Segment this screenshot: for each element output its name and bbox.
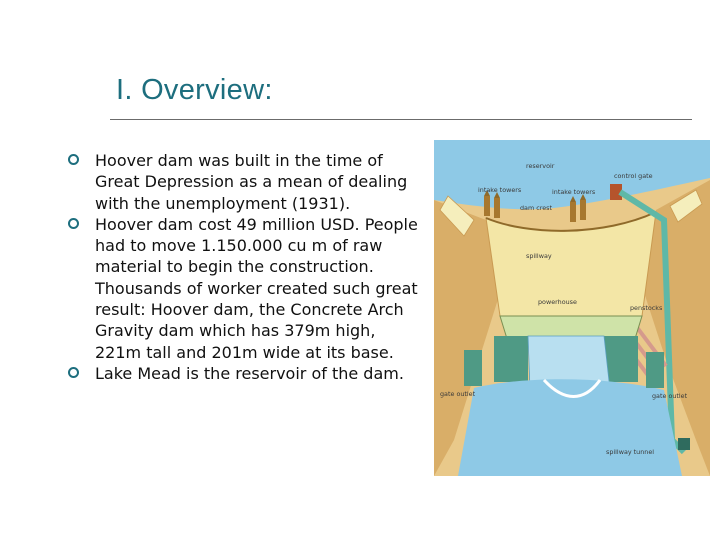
bullet-circle-icon <box>68 218 79 229</box>
river-water <box>458 379 682 476</box>
bullet-list <box>68 150 418 384</box>
bullet-circle-icon <box>68 154 79 165</box>
label-penstocks: penstocks <box>630 304 663 312</box>
hoover-dam-diagram <box>434 140 710 476</box>
powerhouse-left <box>494 336 528 382</box>
label-reservoir: reservoir <box>526 162 555 170</box>
label-dam-crest: dam crest <box>520 204 552 212</box>
bullet-text: Hoover dam was built in the time of Great Depression as a mean of dealing with the unemployment (1931). <box>95 151 408 213</box>
gate-outlet-left <box>464 350 482 386</box>
label-intake-towers-left: intake towers <box>478 186 522 194</box>
label-spillway-tunnel: spillway tunnel <box>606 448 655 456</box>
label-control-gate: control gate <box>614 172 653 180</box>
bullet-item <box>68 150 418 214</box>
title-divider <box>110 119 692 120</box>
bullet-item <box>68 363 418 384</box>
slide-title: I. Overview: <box>116 74 273 106</box>
label-gate-outlet-left: gate outlet <box>440 390 476 398</box>
powerhouse-right <box>604 336 638 382</box>
bullet-circle-icon <box>68 367 79 378</box>
spillway-tunnel-outlet <box>678 438 690 450</box>
gate-outlet-right <box>646 352 664 388</box>
label-powerhouse: powerhouse <box>538 298 577 306</box>
bullet-item <box>68 214 418 363</box>
label-gate-outlet-right: gate outlet <box>652 392 688 400</box>
bullet-text: Lake Mead is the reservoir of the dam. <box>95 363 404 383</box>
label-intake-towers-right: intake towers <box>552 188 596 196</box>
label-spillway: spillway <box>526 252 552 260</box>
bullet-text: Hoover dam cost 49 million USD. People had to move 1.150.000 cu m of raw material to begin the construction. Thousands of worker created such great result: Hoover dam, the Concrete Arch Gravity dam which has 379m high, 221m tall and 201m wide at its base. <box>95 214 418 362</box>
